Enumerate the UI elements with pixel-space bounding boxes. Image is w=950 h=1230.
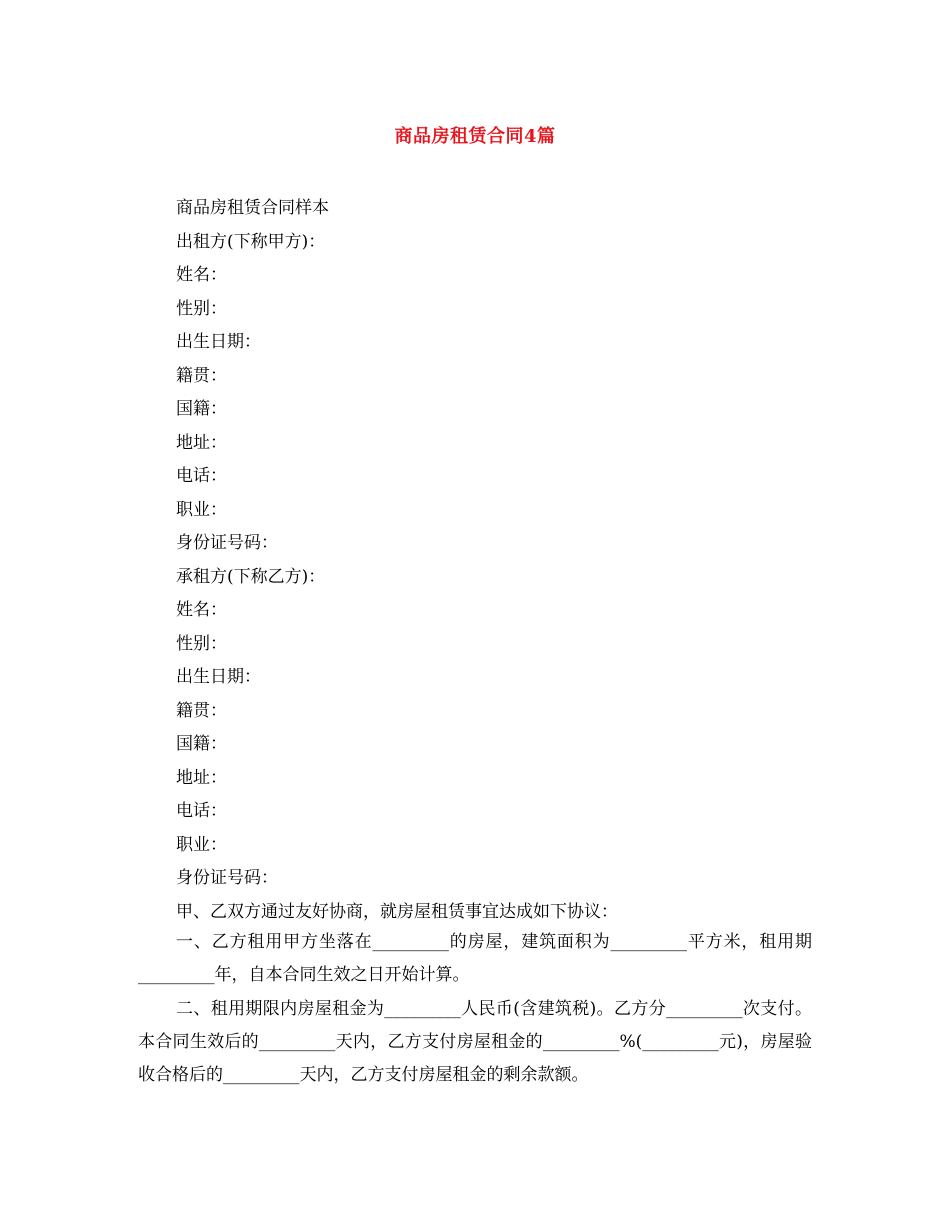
lessee-occupation-label: 职业： — [176, 834, 227, 855]
lessor-phone-label: 电话： — [176, 466, 227, 486]
lessee-name-label: 姓名： — [176, 600, 227, 620]
lessor-nationality-label: 国籍： — [176, 399, 227, 419]
clause-two: 二、租用期限内房屋租金为_________人民币(含建筑税)。乙方分_________次支付。本合同生效后的_________天内，乙方支付房屋租金的_________%(_________元)，房屋验收合格后的_________天内，乙方支付房屋租金的剩余款额。 — [138, 999, 812, 1085]
clause-one: 一、乙方租用甲方坐落在_________的房屋，建筑面积为_________平方米，租用期_________年，自本合同生效之日开始计算。 — [138, 932, 812, 985]
lessor-birthdate-label: 出生日期： — [176, 332, 261, 352]
lessee-heading: 承租方(下称乙方)： — [176, 566, 326, 587]
lessor-id-number-label: 身份证号码： — [176, 533, 278, 553]
party-info-list — [176, 192, 618, 929]
lessor-heading: 出租方(下称甲方)： — [176, 231, 326, 252]
document-title: 商品房租赁合同4篇 — [394, 126, 556, 147]
lessee-gender-label: 性别： — [176, 633, 227, 654]
lessee-phone-label: 电话： — [176, 801, 227, 821]
lessor-name-label: 姓名： — [176, 265, 227, 285]
contract-sample-heading: 商品房租赁合同样本 — [176, 198, 329, 218]
lessor-gender-label: 性别： — [176, 298, 227, 319]
agreement-intro: 甲、乙双方通过友好协商，就房屋租赁事宜达成如下协议： — [176, 901, 618, 922]
lessee-nationality-label: 国籍： — [176, 734, 227, 754]
lessee-native-place-label: 籍贯： — [176, 700, 227, 721]
lessor-occupation-label: 职业： — [176, 499, 227, 520]
lessor-address-label: 地址： — [176, 432, 227, 453]
lessor-native-place-label: 籍贯： — [176, 365, 227, 386]
lessee-id-number-label: 身份证号码： — [176, 868, 278, 888]
lessee-birthdate-label: 出生日期： — [176, 667, 261, 687]
lessee-address-label: 地址： — [176, 767, 227, 788]
